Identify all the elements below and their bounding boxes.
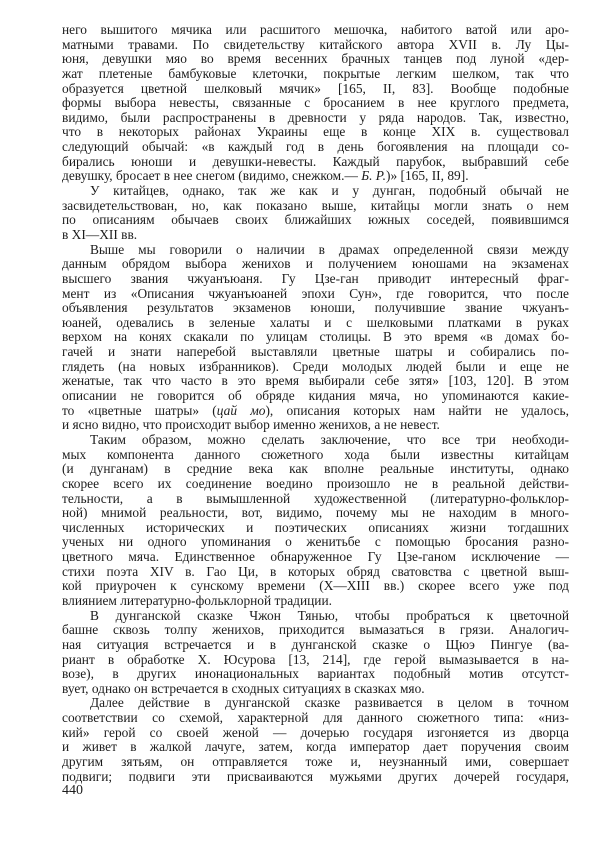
text-line [62, 301, 569, 316]
text-segment: гачей и знати наперебой выставляли цветные шатры и собирались по- [62, 345, 569, 360]
text-segment: )» [165, II, 89]. [385, 169, 469, 184]
text-segment: формы выбора невесты, связанные с бросанием в нее круглого предмета, [62, 96, 569, 111]
text-line [62, 653, 569, 668]
text-segment: стихи поэта XIV в. Гао Ци, в которых обряд сватовства с цветной выш- [62, 564, 569, 579]
text-segment: данным обрядом выбора женихов и получением юношами на экзаменах [62, 257, 569, 272]
text-line [62, 711, 569, 726]
text-line [62, 67, 569, 82]
text-line [62, 389, 569, 404]
body-text [62, 23, 569, 784]
text-segment: мент из «Описания чжуанъюаней эпохи Сун», где говорится, что после [62, 286, 569, 301]
text-line [62, 477, 569, 492]
text-segment: него вышитого мячика или расшитого мешочка, набитого ватой или аро- [62, 23, 569, 37]
text-segment: то «цветные шатры» ( [62, 403, 217, 418]
page-number: 440 [62, 783, 83, 798]
text-line [62, 111, 569, 126]
text-line [62, 623, 569, 638]
text-segment: описании не говорится об обряде кидания мяча, но упоминаются какие- [62, 389, 569, 404]
text-line [62, 125, 569, 140]
text-segment: риант в обработке Х. Юсурова [13, 214], где герой вымазывается в на- [62, 652, 569, 667]
text-line [62, 272, 569, 287]
paragraph-start-line [62, 609, 569, 624]
text-segment: подвиги; подвиги эти присваиваются мужьями других дочерей государя, [62, 769, 569, 784]
text-line [62, 740, 569, 755]
paragraph-start-line [62, 243, 569, 258]
italic-text: цай мо [216, 403, 266, 418]
text-line [62, 550, 569, 565]
text-segment: ученых ни одного упоминания о женитьбе с помощью бросания разно- [62, 535, 569, 550]
text-line [62, 492, 569, 507]
text-line [62, 448, 569, 463]
text-segment: юаней, одевались в зеленые халаты и с шелковыми платками в руках [62, 315, 569, 330]
text-line [62, 316, 569, 331]
text-segment: девушку, бросает в нее снегом (видимо, снежком.— [62, 169, 362, 184]
text-segment: башне сквозь толпу женихов, приходится вымазаться в грязи. Аналогич- [62, 623, 569, 638]
paragraph-start-line [62, 696, 569, 711]
text-segment: юня, девушки мяо во время весенних брачных танцев под луной «дер- [62, 52, 569, 67]
text-segment: в XI—XII вв. [62, 227, 138, 242]
text-segment: (и дунганам) в средние века как вполне реальные институты, однако [62, 462, 569, 477]
text-line [62, 199, 569, 214]
italic-text: Б. Р. [361, 169, 386, 184]
text-segment: объявления результатов экзаменов юноши, получившие звание чжуанъ- [62, 301, 569, 316]
text-segment: жат плетеные бамбуковые клеточки, покрытые легким шелком, так что [62, 66, 569, 81]
text-segment: глядеть (на новых избранников). Среди молодых людей были и еще не [62, 359, 569, 374]
text-line [62, 418, 569, 433]
text-segment: У китайцев, однако, так же как и у дунган, подобный обычай не [90, 184, 569, 199]
text-segment: высшего звания чжуанъюаня. Гу Цзе-ган приводит интересный фраг- [62, 271, 569, 286]
text-line [62, 638, 569, 653]
text-segment: Далее действие в дунганской сказке развивается в целом в точном [90, 696, 569, 711]
text-line [62, 770, 569, 785]
text-segment: цветного мяча. Единственное обнаруженное Гу Цзе-ганом исключение — [62, 550, 569, 565]
text-segment: верхом на конях скакали по улицам столицы. В это время «в домах бо- [62, 330, 569, 345]
text-line [62, 667, 569, 682]
text-line [62, 38, 569, 53]
text-line [62, 579, 569, 594]
text-segment: кой приурочен к сунскому времени (X—XIII вв.) скорее всего уже под [62, 579, 569, 594]
text-line [62, 521, 569, 536]
text-segment: мых компонента данного сюжетного хода были известны китайцам [62, 447, 569, 462]
text-line [62, 155, 569, 170]
text-segment: видимо, были распространены в древности у ряда народов. Так, известно, [62, 110, 569, 125]
text-segment: матными травами. По свидетельству китайского автора XVII в. Лу Цы- [62, 37, 569, 52]
text-segment: кий» герой со своей женой — дочерью государя изгоняется из дворца [62, 725, 569, 740]
text-line [62, 257, 569, 272]
text-segment: скорее всего их соединение воедино произошло не в реальной действи- [62, 476, 569, 491]
text-segment: ная ситуация встречается и в дунганской сказке о Щюэ Пингуе (ва- [62, 637, 569, 652]
text-segment: следующий обычай: «в каждый год в день богоявления на площади со- [62, 140, 569, 155]
text-segment: что в некоторых районах Украины еще в конце XIX в. существовал [62, 125, 569, 140]
text-segment: образуется цветной шелковый мячик» [165, II, 83]. Вообще подобные [62, 81, 569, 96]
text-segment: вует, однако он встречается в сходных ситуациях в сказках мяо. [62, 681, 425, 696]
text-line [62, 594, 569, 609]
text-segment: ной) мнимой реальности, вот, видимо, почему мы не находим в много- [62, 506, 569, 521]
text-line [62, 213, 569, 228]
text-segment: численных исторических и поэтических описаниях жизни тогдашних [62, 520, 569, 535]
text-line [62, 96, 569, 111]
text-line [62, 506, 569, 521]
text-line [62, 755, 569, 770]
text-segment: и ясно видно, что происходит выбор именно женихов, а не невест. [62, 418, 440, 433]
text-line [62, 169, 569, 184]
text-line [62, 726, 569, 741]
text-segment: бирались юноши и девушки-невесты. Каждый парубок, выбравший себе [62, 154, 569, 169]
text-line [62, 52, 569, 67]
text-line [62, 82, 569, 97]
text-segment: засвидетельствован, но, как показано выше, китайцы могли знать о нем [62, 198, 569, 213]
paragraph-start-line [62, 184, 569, 199]
text-segment: Таким образом, можно сделать заключение, что все три необходи- [90, 432, 569, 447]
text-segment: другим зятьям, он отправляется тоже и, неузнанный ими, совершает [62, 755, 569, 770]
text-segment: и живет в жалкой лачуге, затем, когда император дает поручения своим [62, 740, 569, 755]
text-line [62, 462, 569, 477]
text-line [62, 228, 569, 243]
text-line [62, 345, 569, 360]
text-line [62, 23, 569, 38]
text-segment: В дунганской сказке Чжон Тянью, чтобы пробраться к цветочной [90, 608, 569, 623]
text-segment: влиянием литературно-фольклорной традиции. [62, 593, 332, 608]
paragraph-start-line [62, 433, 569, 448]
text-line [62, 140, 569, 155]
text-segment: соответствии со схемой, характерной для данного сюжетного типа: «низ- [62, 711, 569, 726]
text-segment: женатые, так что часто в это время выбирали себе зятя» [103, 120]. В этом [62, 374, 569, 389]
text-line [62, 374, 569, 389]
text-line [62, 330, 569, 345]
text-line [62, 360, 569, 375]
text-line [62, 535, 569, 550]
text-segment: по описаниям обычаев своих ближайших южных соседей, появившимся [62, 213, 569, 228]
text-line [62, 565, 569, 580]
text-line [62, 404, 569, 419]
text-line [62, 287, 569, 302]
text-segment: возе), в других инонациональных вариантах подобный мотив отсутст- [62, 667, 569, 682]
text-segment: Выше мы говорили о наличии в драмах определенной связи между [90, 242, 569, 257]
text-line [62, 682, 569, 697]
text-segment: ), описания которых нам найти не удалось, [265, 403, 569, 418]
text-segment: тельности, а в вымышленной художественной (литературно-фольклор- [62, 491, 569, 506]
